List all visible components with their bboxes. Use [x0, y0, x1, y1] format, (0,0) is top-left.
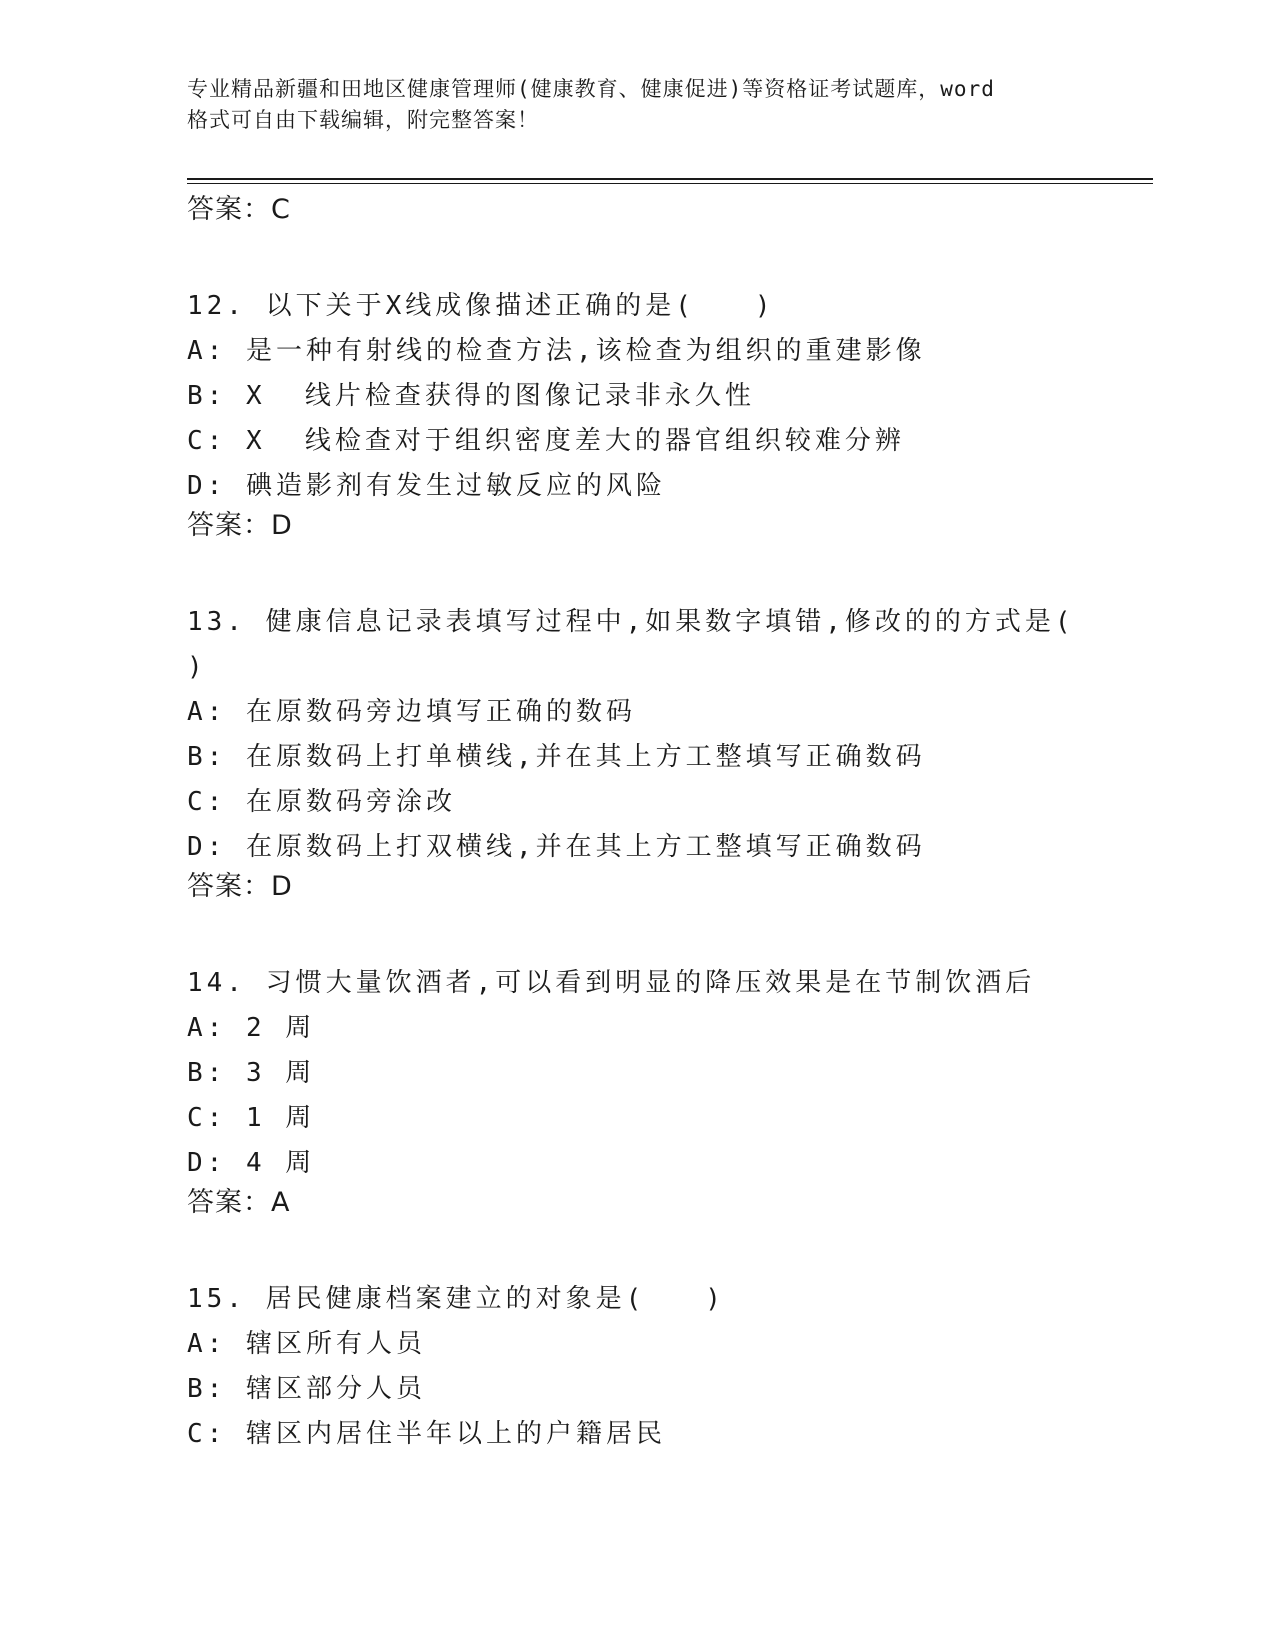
answer-line: 答案：A [187, 1187, 291, 1218]
option-a: A: 辖区所有人员 [187, 1329, 426, 1359]
question-13 [187, 600, 1147, 904]
option-c: C: 辖区内居住半年以上的户籍居民 [187, 1419, 666, 1449]
option-b: B: 在原数码上打单横线,并在其上方工整填写正确数码 [187, 742, 926, 772]
question-14 [187, 961, 1147, 1220]
option-a: A: 是一种有射线的检查方法,该检查为组织的重建影像 [187, 336, 926, 366]
question-15 [187, 1277, 1147, 1457]
spacer [187, 1220, 1147, 1277]
answer-line: 答案：C [187, 194, 291, 225]
option-d: D: 碘造影剂有发生过敏反应的风险 [187, 471, 666, 501]
header-divider-thick [187, 178, 1153, 180]
option-a: A: 在原数码旁边填写正确的数码 [187, 697, 636, 727]
option-b: B: 3 周 [187, 1058, 316, 1088]
option-b: B: X 线片检查获得的图像记录非永久性 [187, 381, 755, 411]
option-d: D: 4 周 [187, 1148, 316, 1178]
question-stem: 13. 健康信息记录表填写过程中,如果数字填错,修改的的方式是( [187, 607, 1075, 637]
header-line-1: 专业精品新疆和田地区健康管理师(健康教育、健康促进)等资格证考试题库，word [187, 77, 995, 101]
option-d: D: 在原数码上打双横线,并在其上方工整填写正确数码 [187, 832, 926, 862]
question-stem: 14. 习惯大量饮酒者,可以看到明显的降压效果是在节制饮酒后 [187, 968, 1036, 998]
question-stem-continued: ) [187, 652, 207, 682]
option-c: C: 在原数码旁涂改 [187, 787, 456, 817]
option-a: A: 2 周 [187, 1013, 316, 1043]
header-line-2: 格式可自由下载编辑，附完整答案！ [187, 108, 539, 132]
spacer [187, 904, 1147, 961]
question-12 [187, 284, 1147, 543]
answer-line: 答案：D [187, 510, 293, 541]
question-list [187, 193, 1147, 1457]
page-header [187, 74, 1087, 136]
option-b: B: 辖区部分人员 [187, 1374, 426, 1404]
option-c: C: 1 周 [187, 1103, 316, 1133]
spacer [187, 227, 1147, 284]
answer-line: 答案：D [187, 871, 293, 902]
header-divider-thin [187, 183, 1153, 184]
question-stem: 12. 以下关于X线成像描述正确的是( ) [187, 291, 775, 321]
spacer [187, 543, 1147, 600]
question-stem: 15. 居民健康档案建立的对象是( ) [187, 1284, 725, 1314]
option-c: C: X 线检查对于组织密度差大的器官组织较难分辨 [187, 426, 905, 456]
